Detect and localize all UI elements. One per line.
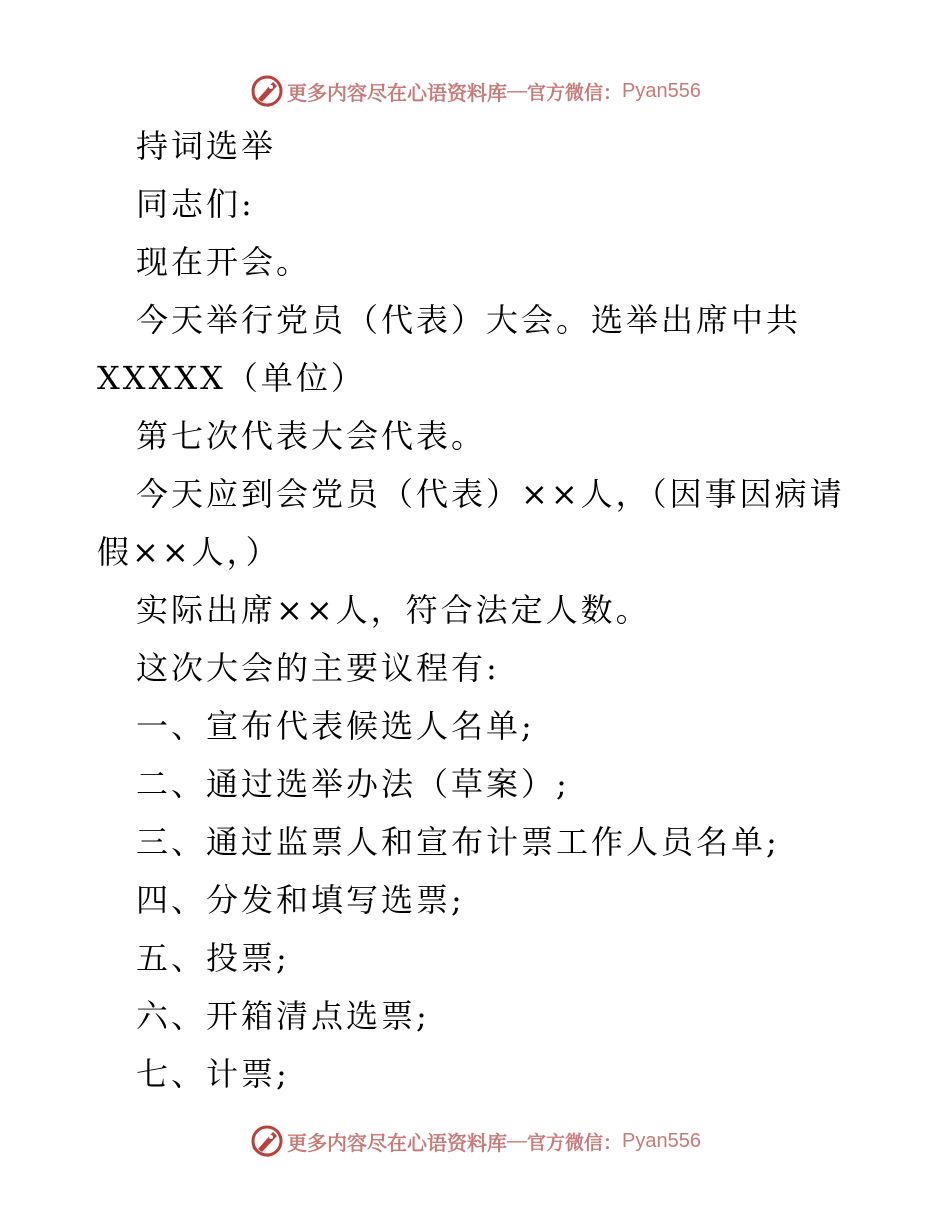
banner-wechat-id: Pyan556 <box>622 1129 701 1152</box>
doc-line: 今天应到会党员（代表）××人，（因事因病请 <box>136 475 845 513</box>
agenda-item: 七、计票; <box>136 1055 290 1093</box>
doc-line: XXXXX（单位） <box>97 359 366 397</box>
doc-line: 今天举行党员（代表）大会。选举出席中共 <box>136 301 802 339</box>
doc-line: 实际出席××人，符合法定人数。 <box>136 591 651 629</box>
agenda-item: 二、通过选举办法（草案）; <box>136 765 570 803</box>
agenda-item: 四、分发和填写选票; <box>136 881 465 919</box>
agenda-item: 三、通过监票人和宣布计票工作人员名单; <box>136 823 780 861</box>
header-banner <box>0 71 950 111</box>
pen-nib-logo-icon <box>249 73 285 109</box>
banner-wechat-label: 官方微信： <box>527 81 623 104</box>
banner-title: 更多内容尽在心语资料库 <box>287 80 507 105</box>
doc-line: 假××人，） <box>97 533 281 571</box>
banner-wechat-id: Pyan556 <box>622 79 701 102</box>
banner-dash: — <box>507 79 527 102</box>
footer-banner <box>0 1121 950 1161</box>
banner-wechat-label: 官方微信： <box>527 1131 623 1154</box>
agenda-item: 一、宣布代表候选人名单; <box>136 707 535 745</box>
agenda-item: 六、开箱清点选票; <box>136 997 430 1035</box>
pen-nib-logo-icon <box>249 1123 285 1159</box>
doc-line: 这次大会的主要议程有: <box>136 649 500 687</box>
agenda-item: 五、投票; <box>136 939 290 977</box>
doc-line-title: 持词选举 <box>136 127 277 165</box>
doc-line: 第七次代表大会代表。 <box>136 417 487 455</box>
doc-line-salutation: 同志们: <box>136 185 255 223</box>
doc-line: 现在开会。 <box>136 243 312 281</box>
banner-title: 更多内容尽在心语资料库 <box>287 1130 507 1155</box>
banner-dash: — <box>507 1129 527 1152</box>
